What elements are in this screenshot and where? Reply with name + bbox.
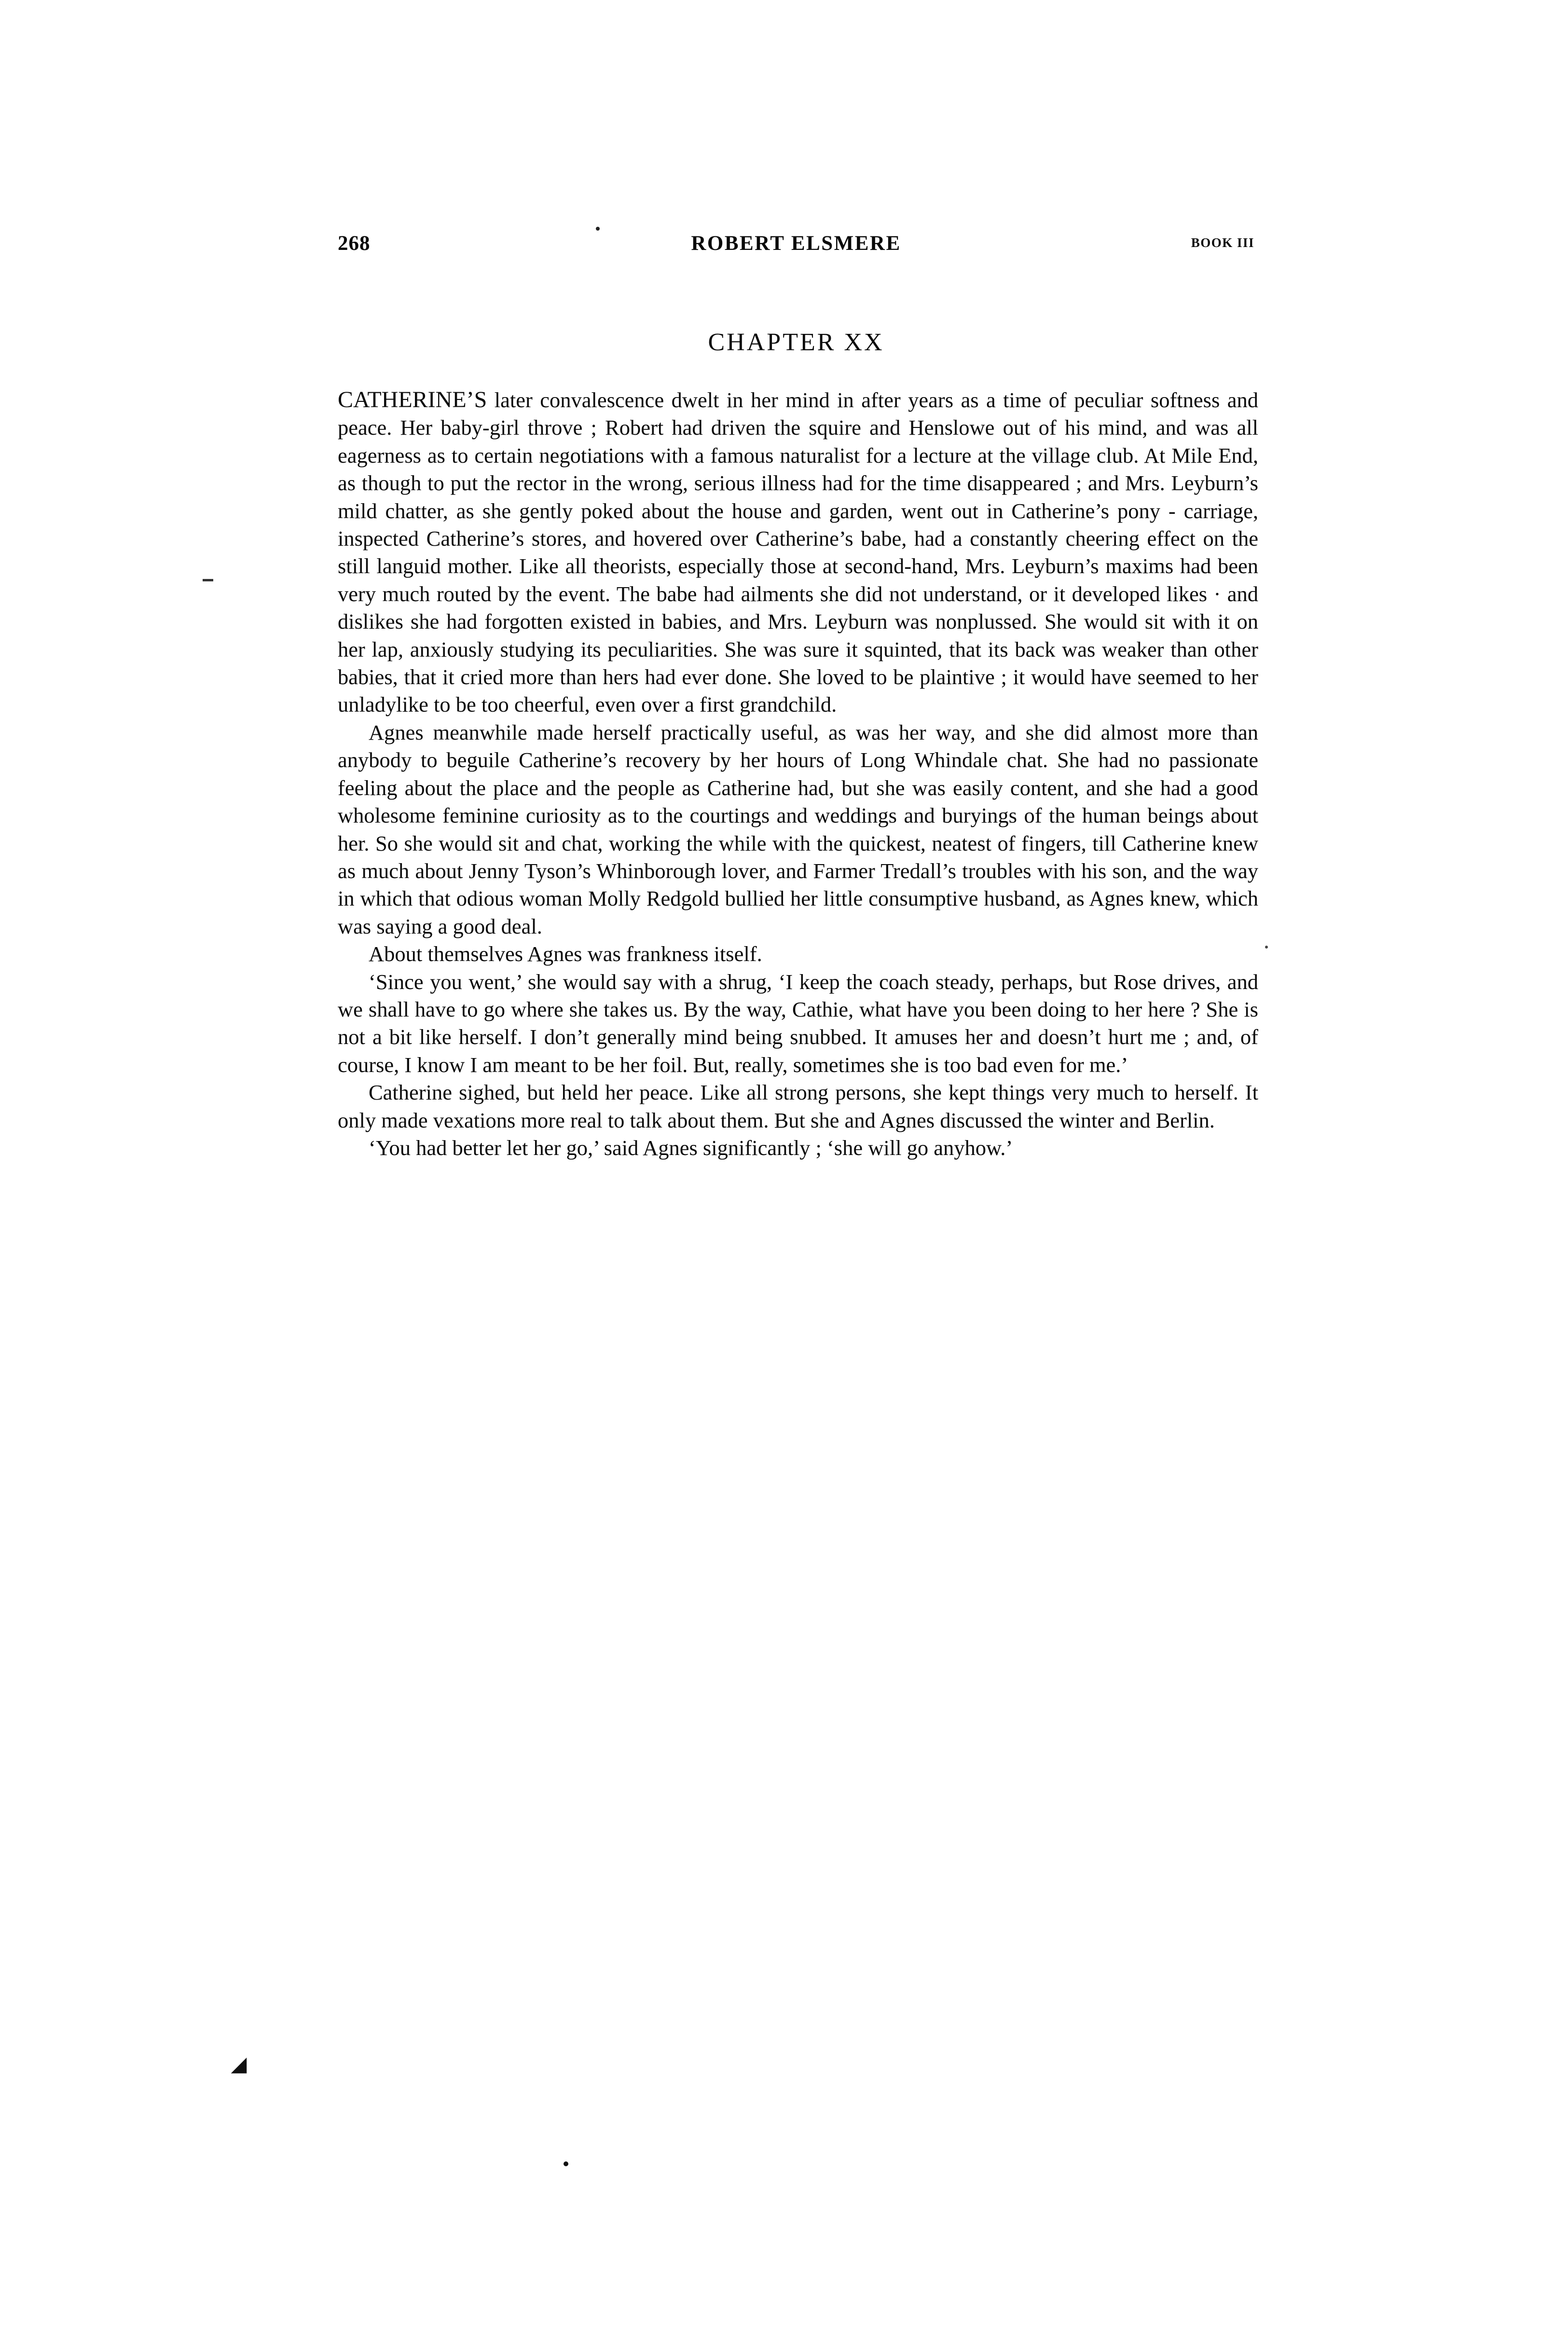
small-caps-opening: CATHERINE’S (338, 387, 487, 413)
paragraph (338, 1079, 1258, 1134)
ink-speck-right (1265, 946, 1268, 949)
paragraph-text: ‘You had better let her go,’ said Agnes significantly ; ‘she will go anyhow.’ (369, 1135, 1013, 1160)
catchword-mark: ◢ (232, 2053, 247, 2075)
paragraph (338, 719, 1258, 940)
paragraph (338, 968, 1258, 1079)
book-label: BOOK III (1191, 235, 1254, 250)
chapter-heading: CHAPTER XX (708, 329, 884, 356)
paragraph-text: Agnes meanwhile made herself practically useful, as was her way, and she did almost more than anybody to beguile Catherine’s recovery by her hours of Long Whindale chat. She had no passionate feeling about the place and the people as Catherine had, but she was easily content, and she had a good wholesome feminine curiosity as to the courtings and weddings and buryings of the human beings about her. So she would sit and chat, working the while with the quickest, neatest of fingers, till Catherine knew as much about Jenny Tyson’s Whinborough lover, and Farmer Tredall’s troubles with his son, and the way in which that odious woman Molly Redgold bullied her little consumptive husband, as Agnes knew, which was saying a good deal. (338, 720, 1258, 938)
ink-speck-bottom (564, 2161, 568, 2166)
paragraph (338, 1134, 1258, 1162)
paragraph-text: ‘Since you went,’ she would say with a shrug, ‘I keep the coach steady, perhaps, but Rose drives, and we shall have to go where she takes us. By the way, Cathie, what have you been doing to her here ? She is not a bit like herself. I don’t generally mind being snubbed. It amuses her and doesn’t hurt me ; and, of course, I know I am meant to be her foil. But, really, sometimes she is too bad even for me.’ (338, 969, 1258, 1077)
running-title: ROBERT ELSMERE (691, 232, 901, 255)
ink-speck-left (203, 579, 213, 581)
paragraph-text: CATHERINE’S later convalescence dwelt in her mind in after years as a time of peculiar softness and peace. Her baby-girl throve ; Robert had driven the squire and Henslowe out of his mind, and was all eagerness as to certain negotiations with a famous naturalist for a lecture at the village club. At Mile End, as though to put the rector in the wrong, serious illness had for the time disappeared ; and Mrs. Leyburn’s mild chatter, as she gently poked about the house and garden, went out in Catherine’s pony - carriage, inspected Catherine’s stores, and hovered over Catherine’s babe, had a constantly cheering effect on the still languid mother. Like all theorists, especially those at second-hand, Mrs. Leyburn’s maxims had been very much routed by the event. The babe had ailments she did not understand, or it developed likes · and dislikes she had forgotten existed in babies, and Mrs. Leyburn was nonplussed. She would sit with it on her lap, anxiously studying its peculiarities. She was sure it squinted, that its back was weaker than other babies, that it cried more than hers had ever done. She loved to be plaintive ; it would have seemed to her unladylike to be too cheerful, even over a first grandchild. (338, 387, 1258, 717)
page-number: 268 (338, 232, 371, 255)
paragraph-text: Catherine sighed, but held her peace. Like all strong persons, she kept things very much to herself. It only made vexations more real to talk about them. But she and Agnes discussed the winter and Berlin. (338, 1080, 1258, 1132)
paragraph-text: About themselves Agnes was frankness itself. (369, 942, 762, 966)
running-head (338, 232, 1254, 261)
paragraph (338, 386, 1258, 719)
paragraph (338, 940, 1258, 968)
body-text (338, 386, 1258, 1162)
ink-speck-head (596, 227, 600, 231)
